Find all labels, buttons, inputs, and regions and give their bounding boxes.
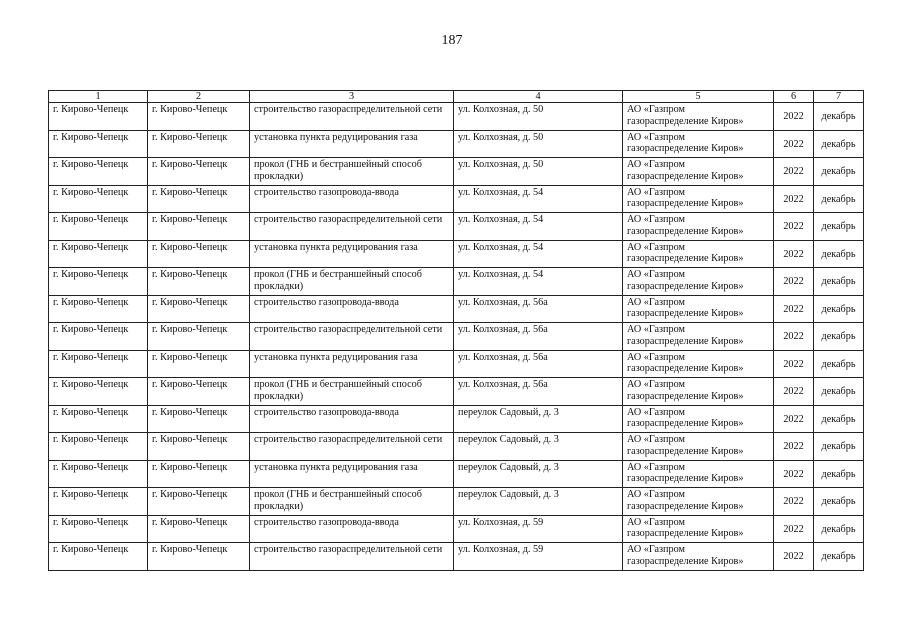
column-number: 1	[49, 91, 148, 103]
settlement-cell: г. Кирово-Чепецк	[148, 130, 250, 158]
column-number-row	[49, 91, 864, 103]
district-cell: г. Кирово-Чепецк	[49, 543, 148, 571]
work-type-cell: прокол (ГНБ и бестраншейный способ прокладки)	[250, 158, 454, 186]
address-cell: ул. Колхозная, д. 50	[454, 158, 623, 186]
address-cell: ул. Колхозная, д. 59	[454, 515, 623, 543]
address-cell: ул. Колхозная, д. 56а	[454, 295, 623, 323]
month-cell: декабрь	[814, 433, 864, 461]
address-cell: ул. Колхозная, д. 54	[454, 213, 623, 241]
works-table	[48, 90, 864, 571]
page-number: 187	[441, 33, 463, 48]
district-cell: г. Кирово-Чепецк	[49, 185, 148, 213]
year-cell: 2022	[774, 213, 814, 241]
month-cell: декабрь	[814, 103, 864, 131]
column-number: 7	[814, 91, 864, 103]
table-row	[49, 378, 864, 406]
organization-cell: АО «Газпром газораспределение Киров»	[623, 240, 774, 268]
column-number: 4	[454, 91, 623, 103]
year-cell: 2022	[774, 460, 814, 488]
work-type-cell: установка пункта редуцирования газа	[250, 130, 454, 158]
district-cell: г. Кирово-Чепецк	[49, 323, 148, 351]
table-row	[49, 103, 864, 131]
organization-cell: АО «Газпром газораспределение Киров»	[623, 405, 774, 433]
year-cell: 2022	[774, 130, 814, 158]
settlement-cell: г. Кирово-Чепецк	[148, 158, 250, 186]
year-cell: 2022	[774, 103, 814, 131]
month-cell: декабрь	[814, 185, 864, 213]
table-row	[49, 240, 864, 268]
district-cell: г. Кирово-Чепецк	[49, 103, 148, 131]
table-row	[49, 158, 864, 186]
settlement-cell: г. Кирово-Чепецк	[148, 268, 250, 296]
organization-cell: АО «Газпром газораспределение Киров»	[623, 488, 774, 516]
organization-cell: АО «Газпром газораспределение Киров»	[623, 378, 774, 406]
organization-cell: АО «Газпром газораспределение Киров»	[623, 213, 774, 241]
settlement-cell: г. Кирово-Чепецк	[148, 515, 250, 543]
column-number: 6	[774, 91, 814, 103]
year-cell: 2022	[774, 185, 814, 213]
year-cell: 2022	[774, 515, 814, 543]
year-cell: 2022	[774, 488, 814, 516]
settlement-cell: г. Кирово-Чепецк	[148, 103, 250, 131]
table-row	[49, 405, 864, 433]
work-type-cell: прокол (ГНБ и бестраншейный способ прокладки)	[250, 378, 454, 406]
month-cell: декабрь	[814, 213, 864, 241]
month-cell: декабрь	[814, 130, 864, 158]
organization-cell: АО «Газпром газораспределение Киров»	[623, 323, 774, 351]
address-cell: ул. Колхозная, д. 50	[454, 103, 623, 131]
organization-cell: АО «Газпром газораспределение Киров»	[623, 130, 774, 158]
column-number: 5	[623, 91, 774, 103]
month-cell: декабрь	[814, 543, 864, 571]
district-cell: г. Кирово-Чепецк	[49, 378, 148, 406]
work-type-cell: установка пункта редуцирования газа	[250, 460, 454, 488]
work-type-cell: установка пункта редуцирования газа	[250, 240, 454, 268]
table-body	[49, 91, 864, 571]
district-cell: г. Кирово-Чепецк	[49, 515, 148, 543]
table-row	[49, 295, 864, 323]
year-cell: 2022	[774, 158, 814, 186]
district-cell: г. Кирово-Чепецк	[49, 213, 148, 241]
organization-cell: АО «Газпром газораспределение Киров»	[623, 103, 774, 131]
district-cell: г. Кирово-Чепецк	[49, 268, 148, 296]
month-cell: декабрь	[814, 515, 864, 543]
work-type-cell: строительство газораспределительной сети	[250, 103, 454, 131]
table-row	[49, 268, 864, 296]
year-cell: 2022	[774, 378, 814, 406]
work-type-cell: прокол (ГНБ и бестраншейный способ прокладки)	[250, 488, 454, 516]
district-cell: г. Кирово-Чепецк	[49, 130, 148, 158]
table-row	[49, 213, 864, 241]
organization-cell: АО «Газпром газораспределение Киров»	[623, 158, 774, 186]
district-cell: г. Кирово-Чепецк	[49, 240, 148, 268]
month-cell: декабрь	[814, 158, 864, 186]
address-cell: ул. Колхозная, д. 54	[454, 185, 623, 213]
organization-cell: АО «Газпром газораспределение Киров»	[623, 185, 774, 213]
address-cell: переулок Садовый, д. 3	[454, 488, 623, 516]
table-row	[49, 543, 864, 571]
settlement-cell: г. Кирово-Чепецк	[148, 350, 250, 378]
work-type-cell: строительство газопровода-ввода	[250, 185, 454, 213]
year-cell: 2022	[774, 323, 814, 351]
work-type-cell: строительство газораспределительной сети	[250, 213, 454, 241]
organization-cell: АО «Газпром газораспределение Киров»	[623, 543, 774, 571]
work-type-cell: строительство газораспределительной сети	[250, 323, 454, 351]
address-cell: переулок Садовый, д. 3	[454, 433, 623, 461]
work-type-cell: строительство газопровода-ввода	[250, 405, 454, 433]
settlement-cell: г. Кирово-Чепецк	[148, 240, 250, 268]
work-type-cell: строительство газопровода-ввода	[250, 515, 454, 543]
address-cell: ул. Колхозная, д. 56а	[454, 350, 623, 378]
table-row	[49, 515, 864, 543]
organization-cell: АО «Газпром газораспределение Киров»	[623, 350, 774, 378]
organization-cell: АО «Газпром газораспределение Киров»	[623, 268, 774, 296]
address-cell: ул. Колхозная, д. 56а	[454, 323, 623, 351]
settlement-cell: г. Кирово-Чепецк	[148, 295, 250, 323]
month-cell: декабрь	[814, 405, 864, 433]
settlement-cell: г. Кирово-Чепецк	[148, 213, 250, 241]
district-cell: г. Кирово-Чепецк	[49, 433, 148, 461]
year-cell: 2022	[774, 350, 814, 378]
month-cell: декабрь	[814, 268, 864, 296]
year-cell: 2022	[774, 295, 814, 323]
settlement-cell: г. Кирово-Чепецк	[148, 378, 250, 406]
settlement-cell: г. Кирово-Чепецк	[148, 405, 250, 433]
table-row	[49, 130, 864, 158]
address-cell: ул. Колхозная, д. 54	[454, 240, 623, 268]
address-cell: ул. Колхозная, д. 50	[454, 130, 623, 158]
work-type-cell: строительство газораспределительной сети	[250, 433, 454, 461]
month-cell: декабрь	[814, 350, 864, 378]
month-cell: декабрь	[814, 378, 864, 406]
settlement-cell: г. Кирово-Чепецк	[148, 323, 250, 351]
work-type-cell: прокол (ГНБ и бестраншейный способ прокладки)	[250, 268, 454, 296]
settlement-cell: г. Кирово-Чепецк	[148, 433, 250, 461]
year-cell: 2022	[774, 543, 814, 571]
work-type-cell: строительство газораспределительной сети	[250, 543, 454, 571]
work-type-cell: установка пункта редуцирования газа	[250, 350, 454, 378]
column-number: 2	[148, 91, 250, 103]
table-row	[49, 185, 864, 213]
organization-cell: АО «Газпром газораспределение Киров»	[623, 460, 774, 488]
month-cell: декабрь	[814, 488, 864, 516]
settlement-cell: г. Кирово-Чепецк	[148, 488, 250, 516]
district-cell: г. Кирово-Чепецк	[49, 158, 148, 186]
district-cell: г. Кирово-Чепецк	[49, 460, 148, 488]
table-row	[49, 488, 864, 516]
month-cell: декабрь	[814, 240, 864, 268]
organization-cell: АО «Газпром газораспределение Киров»	[623, 515, 774, 543]
address-cell: ул. Колхозная, д. 54	[454, 268, 623, 296]
district-cell: г. Кирово-Чепецк	[49, 295, 148, 323]
settlement-cell: г. Кирово-Чепецк	[148, 543, 250, 571]
month-cell: декабрь	[814, 323, 864, 351]
organization-cell: АО «Газпром газораспределение Киров»	[623, 433, 774, 461]
district-cell: г. Кирово-Чепецк	[49, 488, 148, 516]
column-number: 3	[250, 91, 454, 103]
month-cell: декабрь	[814, 295, 864, 323]
district-cell: г. Кирово-Чепецк	[49, 350, 148, 378]
work-type-cell: строительство газопровода-ввода	[250, 295, 454, 323]
address-cell: ул. Колхозная, д. 56а	[454, 378, 623, 406]
table-row	[49, 350, 864, 378]
table-row	[49, 460, 864, 488]
settlement-cell: г. Кирово-Чепецк	[148, 185, 250, 213]
year-cell: 2022	[774, 405, 814, 433]
organization-cell: АО «Газпром газораспределение Киров»	[623, 295, 774, 323]
year-cell: 2022	[774, 268, 814, 296]
month-cell: декабрь	[814, 460, 864, 488]
address-cell: переулок Садовый, д. 3	[454, 405, 623, 433]
year-cell: 2022	[774, 240, 814, 268]
year-cell: 2022	[774, 433, 814, 461]
address-cell: переулок Садовый, д. 3	[454, 460, 623, 488]
district-cell: г. Кирово-Чепецк	[49, 405, 148, 433]
address-cell: ул. Колхозная, д. 59	[454, 543, 623, 571]
table-row	[49, 323, 864, 351]
settlement-cell: г. Кирово-Чепецк	[148, 460, 250, 488]
table-row	[49, 433, 864, 461]
